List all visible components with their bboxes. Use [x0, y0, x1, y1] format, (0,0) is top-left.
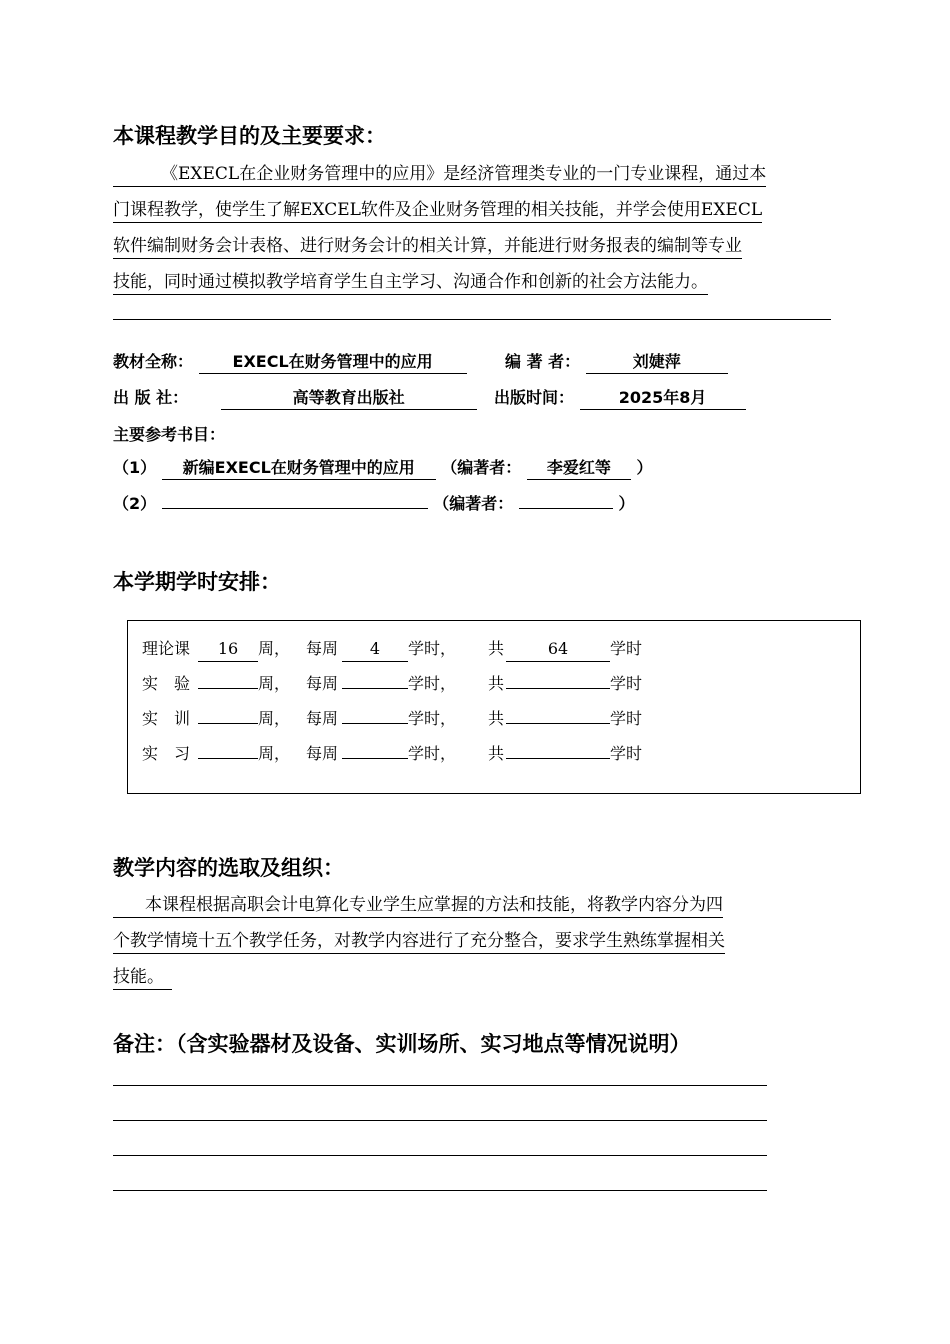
- reference-author-label: （编著者：: [441, 458, 522, 477]
- hours-weeks: [198, 758, 258, 759]
- hours-total: [506, 688, 610, 689]
- reference-item-2: [113, 491, 634, 514]
- objectives-line-2: 门课程教学，使学生了解EXCEL软件及企业财务管理的相关技能，并学会使用EXECL: [113, 198, 762, 223]
- references-label: 主要参考书目：: [113, 425, 226, 444]
- textbook-name-value: EXECL在财务管理中的应用: [199, 351, 467, 374]
- textbook-author-label: 编 著 者：: [505, 352, 581, 371]
- hours-total: 64: [506, 637, 610, 662]
- week-unit: 周，: [258, 709, 291, 728]
- hours-row-label: 理论课: [142, 639, 191, 658]
- hours-row: [142, 637, 642, 662]
- section-title-notes: 备注：（含实验器材及设备、实训场所、实习地点等情况说明）: [113, 1032, 691, 1056]
- publisher-value: 高等教育出版社: [221, 387, 477, 410]
- hours-weeks: 16: [198, 637, 258, 662]
- textbook-author-value: 刘婕萍: [586, 351, 728, 374]
- reference-title: [162, 508, 428, 509]
- week-unit: 周，: [258, 744, 291, 763]
- total-label: 共: [488, 639, 505, 658]
- publisher-row: [113, 385, 477, 410]
- publish-date-value: 2025年8月: [580, 387, 746, 410]
- hours-per-week: [342, 688, 408, 689]
- week-unit: 周，: [258, 674, 291, 693]
- reference-number: （1）: [113, 458, 157, 477]
- total-label: 共: [488, 709, 505, 728]
- objectives-line-1: 《EXECL在企业财务管理中的应用》是经济管理类专业的一门专业课程，通过本: [113, 162, 766, 187]
- per-week-label: 每周: [306, 674, 339, 693]
- notes-line: [113, 1190, 767, 1191]
- per-week-label: 每周: [306, 744, 339, 763]
- total-label: 共: [488, 674, 505, 693]
- reference-author-label: （编著者：: [433, 494, 514, 513]
- content-paragraph: [113, 887, 838, 995]
- reference-author: 李爱红等: [527, 457, 631, 480]
- total-unit: 学时: [610, 709, 643, 728]
- reference-close: ）: [636, 458, 653, 477]
- hours-per-week: 4: [342, 637, 408, 662]
- notes-line: [113, 1155, 767, 1156]
- hours-row: [142, 707, 642, 731]
- notes-line: [113, 1120, 767, 1121]
- week-unit: 周，: [258, 639, 291, 658]
- objectives-blank-line: [113, 319, 831, 320]
- hours-row-label: 实 习: [142, 744, 191, 763]
- total-unit: 学时: [610, 639, 643, 658]
- hour-unit: 学时，: [408, 674, 457, 693]
- reference-title: 新编EXECL在财务管理中的应用: [162, 457, 436, 480]
- reference-number: （2）: [113, 494, 157, 513]
- notes-line: [113, 1085, 767, 1086]
- total-unit: 学时: [610, 674, 643, 693]
- hours-total: [506, 758, 610, 759]
- textbook-name-row: [113, 349, 467, 374]
- objectives-paragraph: [113, 156, 838, 300]
- hour-unit: 学时，: [408, 744, 457, 763]
- section-title-content: 教学内容的选取及组织：: [113, 856, 344, 880]
- section-title-objectives: 本课程教学目的及主要要求：: [113, 124, 386, 148]
- objectives-line-4: 技能，同时通过模拟教学培育学生自主学习、沟通合作和创新的社会方法能力。: [113, 270, 708, 295]
- total-label: 共: [488, 744, 505, 763]
- publisher-label: 出 版 社：: [113, 388, 189, 407]
- hours-per-week: [342, 723, 408, 724]
- hours-row-label: 实 训: [142, 709, 191, 728]
- content-line-2: 个教学情境十五个教学任务，对教学内容进行了充分整合，要求学生熟练掌握相关: [113, 929, 725, 954]
- per-week-label: 每周: [306, 709, 339, 728]
- content-line-3: 技能。: [113, 965, 172, 990]
- total-unit: 学时: [610, 744, 643, 763]
- hours-row: [142, 672, 642, 696]
- hour-unit: 学时，: [408, 709, 457, 728]
- reference-author: [519, 508, 613, 509]
- textbook-name-label: 教材全称：: [113, 352, 194, 371]
- content-line-1: 本课程根据高职会计电算化专业学生应掌握的方法和技能，将教学内容分为四: [113, 893, 723, 918]
- reference-close: ）: [618, 494, 635, 513]
- per-week-label: 每周: [306, 639, 339, 658]
- hours-weeks: [198, 688, 258, 689]
- publish-date-row: [494, 385, 746, 410]
- hours-total: [506, 723, 610, 724]
- publish-date-label: 出版时间：: [494, 388, 575, 407]
- hour-unit: 学时，: [408, 639, 457, 658]
- hours-weeks: [198, 723, 258, 724]
- section-title-hours: 本学期学时安排：: [113, 570, 281, 594]
- objectives-line-3: 软件编制财务会计表格、进行财务会计的相关计算，并能进行财务报表的编制等专业: [113, 234, 742, 259]
- textbook-author-row: [505, 349, 728, 374]
- hours-box: [127, 620, 861, 794]
- reference-item-1: [113, 455, 652, 480]
- hours-per-week: [342, 758, 408, 759]
- hours-row-label: 实 验: [142, 674, 191, 693]
- hours-row: [142, 742, 642, 766]
